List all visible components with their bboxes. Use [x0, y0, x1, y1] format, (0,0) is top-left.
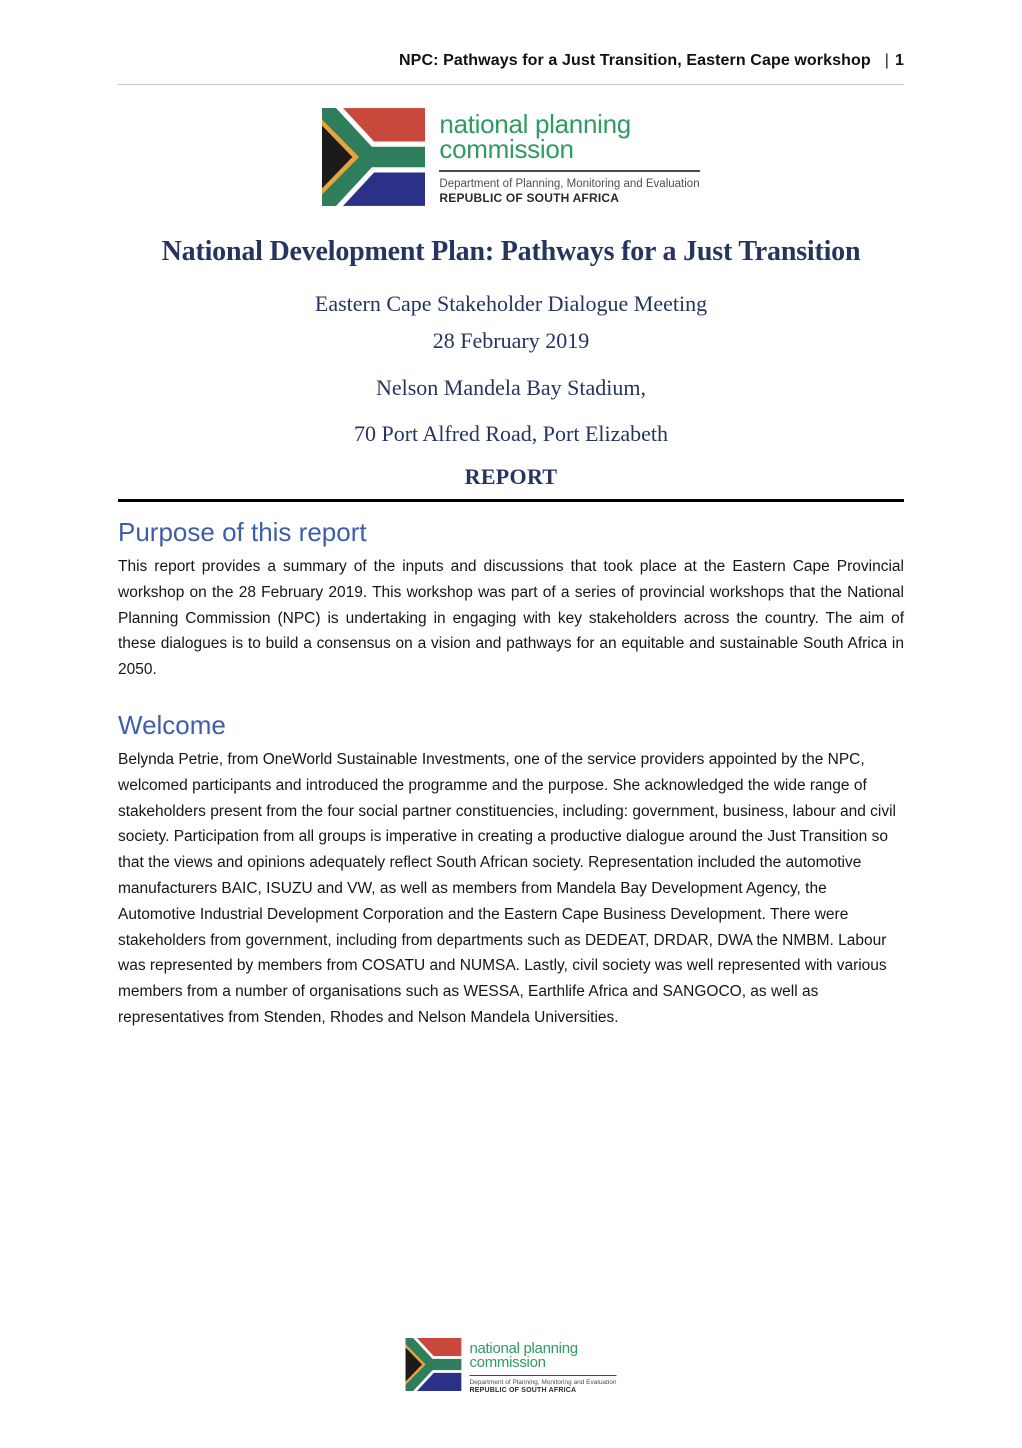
- document-body: [118, 517, 904, 1031]
- logo-org-line1: national planning: [469, 1339, 578, 1357]
- south-africa-flag-icon: [405, 1338, 461, 1391]
- logo-org-line2: commission: [439, 134, 574, 165]
- page-number: 1: [895, 52, 904, 69]
- npc-logo-footer: [405, 1338, 616, 1395]
- section-body-welcome: Belynda Petrie, from OneWorld Sustainable Investments, one of the service providers appointed by the NPC, welcomed participants and introduced the programme and the purpose. She acknowledged the wide range of stakeholders present from the four social partner constituencies, including: government, business, labour and civil society. Participation from all groups is imperative in creating a productive dialogue around the Just Transition so that the views and opinions adequately reflect South African society. Representation included the automotive manufacturers BAIC, ISUZU and VW, as well as members from Mandela Bay Development Agency, the Automotive Industrial Development Corporation and the Eastern Cape Business Development. There were stakeholders from government, including from departments such as DEDEAT, DRDAR, DWA the NMBM. Labour was represented by members from COSATU and NUMSA. Lastly, civil society was well represented with various members from a number of organisations such as WESSA, Earthlife Africa and SANGOCO, as well as representatives from Stenden, Rhodes and Nelson Mandela Universities.: [118, 750, 896, 1026]
- logo-divider: [439, 170, 699, 172]
- logo-country: REPUBLIC OF SOUTH AFRICA: [439, 191, 620, 206]
- footer-logo-container: [405, 1338, 616, 1395]
- venue-line2: 70 Port Alfred Road, Port Elizabeth: [353, 421, 669, 446]
- venue-line1: Nelson Mandela Bay Stadium,: [375, 375, 647, 400]
- document-type-label: REPORT: [464, 464, 558, 489]
- document-title: National Development Plan: Pathways for a Just Transition: [161, 236, 861, 267]
- logo-org-line2: commission: [469, 1354, 546, 1372]
- logo-org-line1: national planning: [439, 109, 631, 139]
- running-header-text: NPC: Pathways for a Just Transition, Eastern Cape workshop: [399, 52, 871, 69]
- header-divider: [118, 84, 904, 85]
- npc-logo-footer-text: [469, 1338, 616, 1395]
- section-body-purpose: This report provides a summary of the inputs and discussions that took place at the Eastern Cape Provincial workshop on the 28 February 2019. This workshop was part of a series of provincial workshops that the National Planning Commission (NPC) is undertaking in engaging with key stakeholders across the country. The aim of these dialogues is to build a consensus on a vision and pathways for an equitable and sustainable South Africa in 2050.: [118, 558, 904, 679]
- document-subtitle: Eastern Cape Stakeholder Dialogue Meeting: [314, 291, 708, 316]
- logo-divider: [469, 1375, 616, 1376]
- logo-country: REPUBLIC OF SOUTH AFRICA: [469, 1387, 577, 1394]
- south-africa-flag-icon: [322, 108, 425, 206]
- document-date: 28 February 2019: [432, 328, 590, 353]
- logo-department: Department of Planning, Monitoring and Evaluation: [439, 177, 700, 190]
- running-header-separator: |: [884, 52, 889, 69]
- logo-department: Department of Planning, Monitoring and Evaluation: [469, 1378, 617, 1386]
- running-header: [118, 0, 904, 70]
- npc-logo-text: [439, 108, 699, 205]
- section-heading-welcome: Welcome: [118, 709, 226, 740]
- section-heading-purpose: Purpose of this report: [118, 517, 367, 547]
- title-block: [118, 236, 904, 490]
- npc-logo: [0, 108, 1022, 206]
- title-divider: [118, 499, 904, 502]
